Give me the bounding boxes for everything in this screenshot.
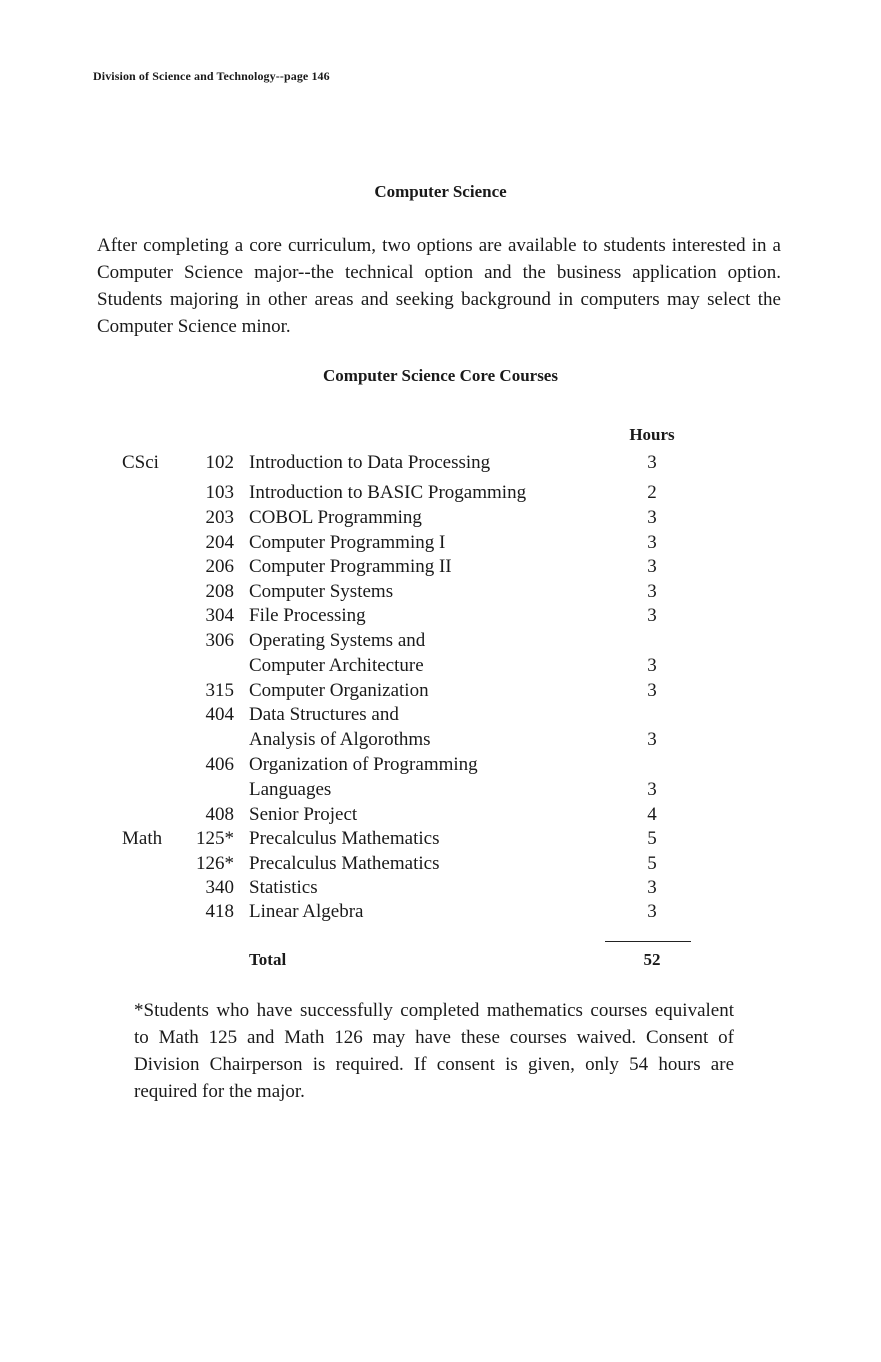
- course-number: 304: [205, 605, 234, 626]
- course-number: 203: [205, 507, 234, 528]
- course-hours: 3: [647, 729, 657, 750]
- course-number: 102: [205, 452, 234, 473]
- course-hours: 3: [647, 779, 657, 800]
- course-hours: 3: [647, 581, 657, 602]
- course-hours: 3: [647, 605, 657, 626]
- hours-column-header: Hours: [629, 425, 675, 444]
- course-hours: 5: [647, 828, 657, 849]
- course-name: Senior Project: [249, 804, 358, 825]
- course-hours: 3: [647, 655, 657, 676]
- course-name: Computer Architecture: [249, 655, 424, 676]
- course-hours: 3: [647, 901, 657, 922]
- course-number: 208: [205, 581, 234, 602]
- course-name: Introduction to BASIC Progamming: [249, 482, 527, 503]
- course-number: 406: [205, 754, 234, 775]
- course-dept: Math: [122, 828, 163, 849]
- course-row: [0, 900, 881, 924]
- course-number: 418: [205, 901, 234, 922]
- course-name: File Processing: [249, 605, 366, 626]
- course-number: 408: [205, 804, 234, 825]
- course-row: [0, 580, 881, 604]
- course-row: [0, 803, 881, 827]
- course-name: Operating Systems and: [249, 630, 426, 651]
- course-number: 125*: [196, 828, 234, 849]
- course-row: [0, 451, 881, 475]
- course-name: Organization of Programming: [249, 754, 478, 775]
- course-row: [0, 753, 881, 777]
- course-dept: CSci: [122, 452, 159, 473]
- intro-paragraph: After completing a core curriculum, two options are available to students interested in a Computer Science major--the technical option and the business application option. Students majoring in other areas and seeking background in computers may select the Computer Science minor.: [97, 235, 781, 337]
- course-row: [0, 531, 881, 555]
- course-number: 206: [205, 556, 234, 577]
- course-hours: 2: [647, 482, 657, 503]
- course-number: 340: [205, 877, 234, 898]
- course-name: Computer Programming I: [249, 532, 446, 553]
- course-row: [0, 728, 881, 752]
- course-hours: 4: [647, 804, 657, 825]
- course-name: Statistics: [249, 877, 318, 898]
- course-name: Computer Organization: [249, 680, 429, 701]
- course-hours: 3: [647, 507, 657, 528]
- course-hours: 3: [647, 532, 657, 553]
- core-courses-title: Computer Science Core Courses: [323, 366, 558, 385]
- course-row: [0, 604, 881, 628]
- course-row: [0, 703, 881, 727]
- course-row: [0, 827, 881, 851]
- course-name: Precalculus Mathematics: [249, 828, 440, 849]
- course-number: 306: [205, 630, 234, 651]
- course-name: Data Structures and: [249, 704, 399, 725]
- course-name: Precalculus Mathematics: [249, 853, 440, 874]
- footnote: *Students who have successfully completed mathematics courses equivalent to Math 125 and Math 126 may have these courses waived. Consent of Division Chairperson is required. If consent is given, only 54 hours are required for the major.: [134, 1000, 734, 1102]
- course-row: [0, 629, 881, 653]
- course-name: COBOL Programming: [249, 507, 422, 528]
- course-row: [0, 876, 881, 900]
- course-hours: 3: [647, 452, 657, 473]
- course-number: 315: [205, 680, 234, 701]
- course-name: Computer Programming II: [249, 556, 452, 577]
- course-number: 204: [205, 532, 234, 553]
- course-row: [0, 679, 881, 703]
- course-name: Computer Systems: [249, 581, 394, 602]
- course-row: [0, 778, 881, 802]
- course-number: 126*: [196, 853, 234, 874]
- course-name: Languages: [249, 779, 332, 800]
- section-title: Computer Science: [374, 182, 507, 201]
- course-hours: 3: [647, 877, 657, 898]
- total-hours: 52: [643, 950, 661, 969]
- course-row: [0, 481, 881, 505]
- course-hours: 3: [647, 680, 657, 701]
- course-hours: 5: [647, 853, 657, 874]
- course-row: [0, 506, 881, 530]
- page-header: Division of Science and Technology--page 146: [93, 69, 330, 83]
- course-name: Linear Algebra: [249, 901, 364, 922]
- course-row: [0, 654, 881, 678]
- course-name: Introduction to Data Processing: [249, 452, 491, 473]
- course-row: [0, 555, 881, 579]
- course-row: [0, 852, 881, 876]
- course-number: 404: [205, 704, 234, 725]
- course-name: Analysis of Algorothms: [249, 729, 431, 750]
- total-divider: [605, 941, 691, 942]
- total-label: Total: [249, 950, 287, 969]
- course-hours: 3: [647, 556, 657, 577]
- course-number: 103: [205, 482, 234, 503]
